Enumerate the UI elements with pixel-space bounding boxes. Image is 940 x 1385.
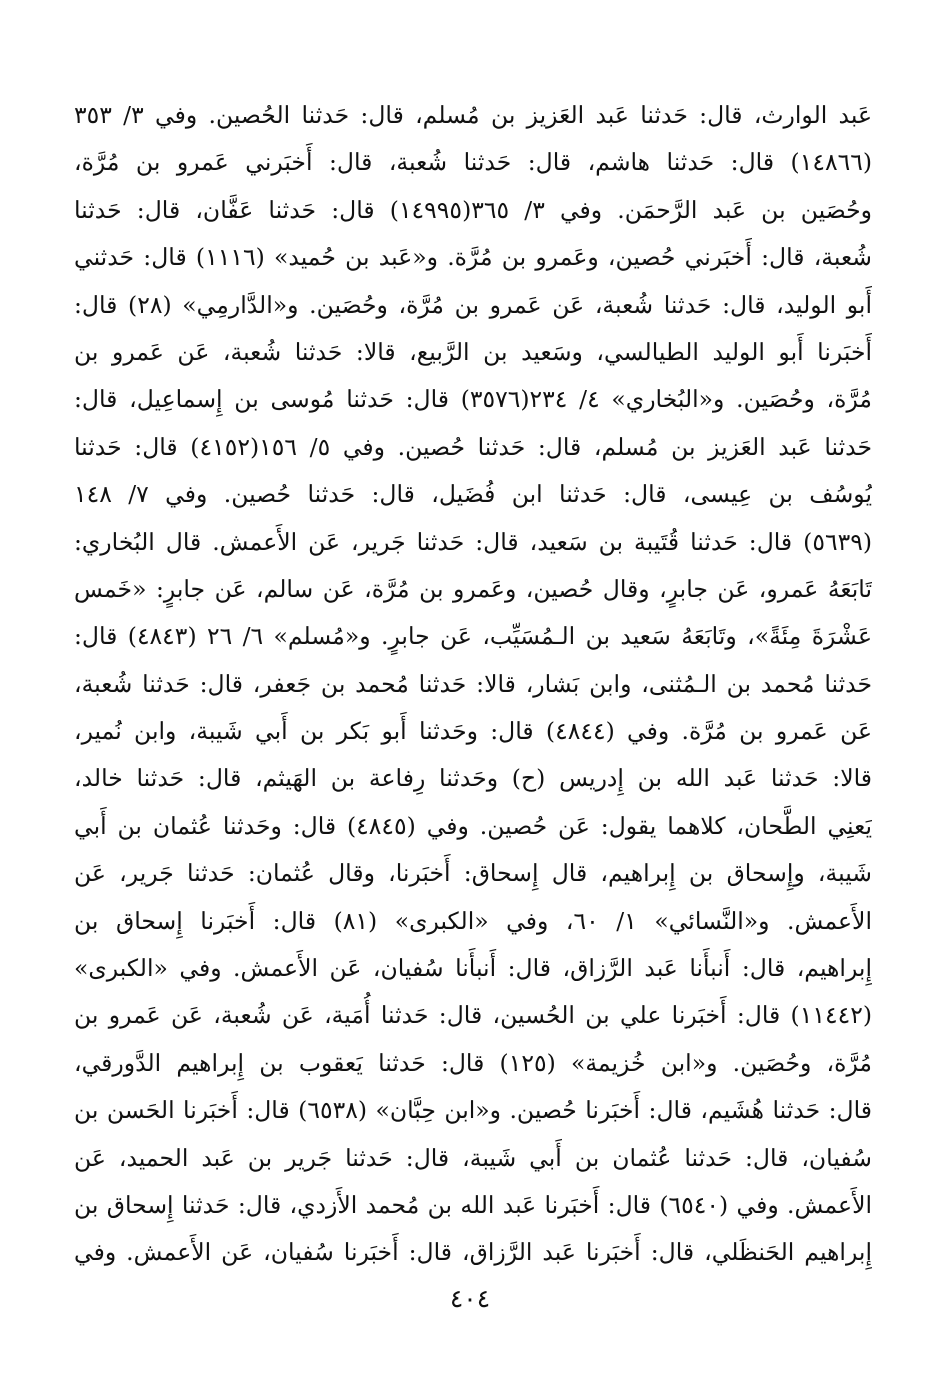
page-number: ٤٠٤ <box>449 1284 491 1313</box>
text-line-21: مُرَّة، وحُصَين. و«ابن خُزيمة» (١٢٥) قال: حَدثنا يَعقوب بن إِبراهيم الدَّورقي، <box>74 1048 872 1077</box>
text-line-12: عَشْرَةَ مِئَةً»، وتَابَعَهُ سَعيد بن الـمُسَيِّب، عَن جابرٍ. و«مُسلم» ٦/ ٢٦ (٤٨٤٣) قال: <box>74 622 872 651</box>
text-line-18: الأَعمش. و«النَّسائي» ١/ ٦٠، وفي «الكبرى» (٨١) قال: أَخبَرنا إِسحاق بن <box>74 906 872 935</box>
text-line-23: سُفيان، قال: حَدثنا عُثمان بن أَبي شَيبة، قال: حَدثنا جَرير بن عَبد الحميد، عَن <box>74 1143 872 1172</box>
text-line-7: مُرَّة، وحُصَين. و«البُخاري» ٤/ ٢٣٤(٣٥٧٦) قال: حَدثنا مُوسى بن إِسماعِيل، قال: <box>74 385 872 414</box>
text-line-20: (١١٤٤٢) قال: أَخبَرنا علي بن الحُسين، قال: حَدثنا أُمَية، عَن شُعبة، عَن عَمرو بن <box>74 1001 872 1030</box>
text-line-24: الأَعمش. وفي (٦٥٤٠) قال: أَخبَرنا عَبد الله بن مُحمد الأَزدي، قال: حَدثنا إِسحاق بن <box>74 1190 872 1219</box>
text-line-11: تَابَعَهُ عَمرو، عَن جابرٍ، وقال حُصين، وعَمرو بن مُرَّة، عَن سالم، عَن جابرٍ: «خَمس <box>74 574 872 603</box>
text-line-25: إِبراهيم الحَنظَلي، قال: أَخبَرنا عَبد الرَّزاق، قال: أَخبَرنا سُفيان، عَن الأَعمش. وفي <box>74 1238 872 1267</box>
text-line-9: يُوسُف بن عِيسى، قال: حَدثنا ابن فُضَيل، قال: حَدثنا حُصين. وفي ٧/ ١٤٨ <box>74 480 872 509</box>
text-line-13: حَدثنا مُحمد بن الـمُثنى، وابن بَشار، قالا: حَدثنا مُحمد بن جَعفر، قال: حَدثنا شُعبة، <box>74 669 872 698</box>
text-line-15: قالا: حَدثنا عَبد الله بن إِدريس (ح) وحَدثنا رِفاعة بن الهَيثم، قال: حَدثنا خالد، <box>74 764 872 793</box>
text-line-22: قال: حَدثنا هُشَيم، قال: أَخبَرنا حُصين. و«ابن حِبَّان» (٦٥٣٨) قال: أَخبَرنا الحَسن بن <box>74 1096 872 1125</box>
text-line-17: شَيبة، وإِسحاق بن إِبراهيم، قال إِسحاق: أَخبَرنا، وقال عُثمان: حَدثنا جَرير، عَن <box>74 859 872 888</box>
text-line-8: حَدثنا عَبد العَزيز بن مُسلم، قال: حَدثنا حُصين. وفي ٥/ ١٥٦(٤١٥٢) قال: حَدثنا <box>74 432 872 461</box>
text-line-1: عَبد الوارث، قال: حَدثنا عَبد العَزيز بن مُسلم، قال: حَدثنا الحُصين. وفي ٣/ ٣٥٣ <box>74 101 872 129</box>
text-line-5: أَبو الوليد، قال: حَدثنا شُعبة، عَن عَمرو بن مُرَّة، وحُصَين. و«الدَّارمِي» (٢٨) قال: <box>74 290 872 319</box>
text-line-19: إِبراهيم، قال: أَنبأَنا عَبد الرَّزاق، قال: أَنبأَنا سُفيان، عَن الأَعمش. وفي «الكبرى» <box>74 954 872 983</box>
text-line-6: أَخبَرنا أَبو الوليد الطيالسي، وسَعيد بن الرَّبيع، قالا: حَدثنا شُعبة، عَن عَمرو بن <box>74 337 872 366</box>
text-line-16: يَعنِي الطَّحان، كلاهما يقول: عَن حُصين. وفي (٤٨٤٥) قال: وحَدثنا عُثمان بن أَبي <box>74 811 872 840</box>
text-line-4: شُعبة، قال: أَخبَرني حُصين، وعَمرو بن مُرَّة. و«عَبد بن حُميد» (١١١٦) قال: حَدثني <box>74 243 872 272</box>
text-line-14: عَن عَمرو بن مُرَّة. وفي (٤٨٤٤) قال: وحَدثنا أَبو بَكر بن أَبي شَيبة، وابن نُمير، <box>74 717 872 746</box>
main-text-block <box>74 92 872 1277</box>
text-line-2: (١٤٨٦٦) قال: حَدثنا هاشم، قال: حَدثنا شُعبة، قال: أَخبَرني عَمرو بن مُرَّة، <box>74 148 872 177</box>
text-line-10: (٥٦٣٩) قال: حَدثنا قُتَيبة بن سَعيد، قال: حَدثنا جَرير، عَن الأَعمش. قال البُخاري: <box>74 527 872 556</box>
text-line-3: وحُصَين بن عَبد الرَّحمَن. وفي ٣/ ٣٦٥(١٤٩٩٥) قال: حَدثنا عَفَّان، قال: حَدثنا <box>74 195 872 224</box>
